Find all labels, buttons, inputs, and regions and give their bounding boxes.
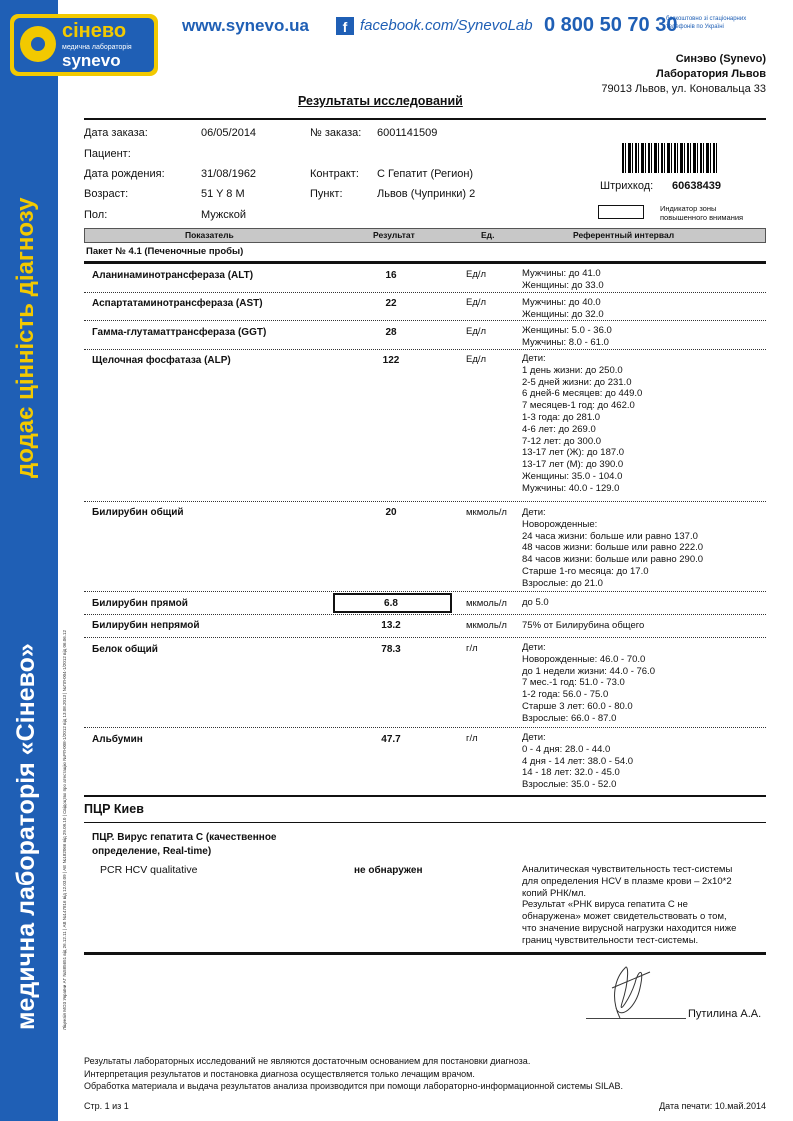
col-indicator: Показатель — [185, 230, 234, 240]
pcr-result: не обнаружен — [354, 865, 423, 876]
pcr-reference: Аналитическая чувствительность тест-системы для определения HCV в плазме крови – 2x10*2 копий РНК/мл. Результат «РНК вируса гепатита С не обнаружена» может свидетельствовать о том, что значение вирусной нагрузки находится ниже границ чувствительности тест-системы. — [522, 864, 737, 946]
results-end-divider — [84, 952, 766, 955]
print-date: Дата печати: 10.май.2014 — [659, 1101, 766, 1111]
barcode-number: 60638439 — [672, 180, 721, 192]
logo-name-ua: сінево — [62, 20, 127, 42]
point-label: Пункт: — [310, 188, 343, 200]
birth-date: 31/08/1962 — [201, 168, 257, 180]
row-result: 16 — [385, 270, 397, 281]
row-reference: до 5.0 — [522, 597, 549, 608]
age-label: Возраст: — [84, 188, 129, 200]
footer-notes: Результаты лабораторных исследований не являются достаточным основанием для постановки диагноза. Интерпретация результатов и постановка диагноза осуществляется только лечащим врачом. Обработка материала и выдача результатов анализа производится при помощи лабораторно-информационной системы SILAB. — [84, 1056, 623, 1091]
row-result: 28 — [385, 327, 397, 338]
row-name: Билирубин непрямой — [92, 620, 200, 631]
order-date-label: Дата заказа: — [84, 127, 148, 139]
website-link[interactable]: www.synevo.ua — [182, 16, 309, 35]
package-title: Пакет № 4.1 (Печеночные пробы) — [86, 246, 244, 257]
facebook-link[interactable]: facebook.com/SynevoLab — [360, 17, 533, 34]
row-reference: Мужчины: до 41.0 Женщины: до 33.0 — [522, 268, 604, 291]
pcr-divider — [84, 822, 766, 823]
row-name: Билирубин прямой — [92, 598, 188, 609]
row-reference: Женщины: 5.0 - 36.0 Мужчины: 8.0 - 61.0 — [522, 325, 612, 348]
row-separator — [84, 320, 766, 321]
phone-number: 0 800 50 70 30 — [544, 14, 678, 36]
row-name: Гамма-глутаматтрансфераза (GGT) — [92, 327, 267, 338]
row-reference: Дети: 0 - 4 дня: 28.0 - 44.0 4 дня - 14 лет: 38.0 - 54.0 14 - 18 лет: 32.0 - 45.0 Взрослые: 35.0 - 52.0 — [522, 732, 634, 791]
lab-name: Синэво (Synevo) — [675, 53, 766, 65]
lab-address: 79013 Львов, ул. Коновальца 33 — [601, 83, 766, 95]
row-unit: мкмоль/л — [466, 598, 507, 609]
title-divider — [84, 118, 766, 120]
row-separator — [84, 727, 766, 728]
side-slogan: додає цінність діагнозу — [12, 197, 39, 478]
flower-icon — [20, 26, 56, 62]
facebook-icon: f — [336, 17, 354, 35]
point-value: Львов (Чупринки) 2 — [377, 188, 476, 200]
col-unit: Ед. — [481, 230, 495, 240]
row-separator — [84, 637, 766, 638]
row-unit: Ед/л — [466, 269, 487, 280]
col-reference: Референтный интервал — [573, 230, 675, 240]
sex-value: Мужской — [201, 209, 246, 221]
row-separator — [84, 501, 766, 502]
row-result: 47.7 — [381, 734, 401, 745]
logo-name-en: synevo — [62, 51, 121, 70]
logo-subtitle: медична лабораторія — [62, 44, 132, 51]
age-value: 51 Y 8 M — [201, 188, 245, 200]
order-no-label: № заказа: — [310, 127, 362, 139]
row-result: 78.3 — [381, 644, 401, 655]
row-result: 13.2 — [381, 620, 401, 631]
attention-indicator-label: Индикатор зоны повышенного внимания — [660, 204, 744, 222]
barcode-label: Штрихкод: — [600, 180, 654, 192]
row-separator — [84, 349, 766, 350]
package-divider — [84, 261, 766, 264]
patient-label: Пациент: — [84, 148, 131, 160]
lab-city: Лаборатория Львов — [656, 68, 766, 80]
row-name: Аланинаминотрансфераза (ALT) — [92, 270, 254, 281]
page-number: Стр. 1 из 1 — [84, 1101, 129, 1111]
section-divider — [84, 795, 766, 797]
row-unit: Ед/л — [466, 297, 487, 308]
row-unit: г/л — [466, 643, 478, 654]
row-result: 122 — [382, 355, 400, 366]
order-date: 06/05/2014 — [201, 127, 257, 139]
contract-value: С Гепатит (Регион) — [377, 168, 474, 180]
pcr-test-name: PCR HCV qualitative — [100, 864, 198, 876]
row-unit: мкмоль/л — [466, 620, 507, 631]
signature-line — [586, 1018, 686, 1019]
row-unit: г/л — [466, 733, 478, 744]
sex-label: Пол: — [84, 209, 108, 221]
row-name: Щелочная фосфатаза (ALP) — [92, 355, 231, 366]
side-fineprint: Ліцензія МОЗ України АГ №585651 від 26.12.11 | АВ №147816 від 12.03.09 | АЕ №182066 від 29.09.10 | Свідоцтво про атестацію №РЛ-008-1/2012 від 13.08.2013 | №ПЛ-004-1/2012 від 06.06.12 — [62, 630, 67, 1030]
order-no: 6001141509 — [377, 127, 438, 139]
row-separator — [84, 591, 766, 592]
page-title: Результаты исследований — [298, 94, 463, 108]
pcr-section-title: ПЦР Киев — [84, 802, 144, 816]
synevo-logo — [10, 14, 158, 76]
side-name: медична лабораторія «Сінево» — [12, 643, 40, 1030]
row-separator — [84, 614, 766, 615]
row-unit: Ед/л — [466, 326, 487, 337]
pcr-test-title: ПЦР. Вирус гепатита С (качественное определение, Real-time) — [92, 832, 277, 857]
col-result: Результат — [373, 230, 415, 240]
row-name: Билирубин общий — [92, 507, 184, 518]
row-reference: Дети: Новорожденные: 46.0 - 70.0 до 1 недели жизни: 44.0 - 76.0 7 мес.-1 год: 51.0 - 73.0 1-2 года: 56.0 - 75.0 Старше 3 лет: 60.0 - 80.0 Взрослые: 66.0 - 87.0 — [522, 642, 655, 724]
signature-name: Путилина А.А. — [688, 1008, 762, 1020]
barcode-image — [622, 143, 718, 173]
row-unit: Ед/л — [466, 354, 487, 365]
attention-indicator-box — [598, 205, 644, 219]
row-reference: Дети: Новорожденные: 24 часа жизни: больше или равно 137.0 48 часов жизни: больше или равно 222.0 84 часов жизни: больше или равно 290.0 Старше 1-го месяца: до 17.0 Взрослые: до 21.0 — [522, 507, 704, 589]
row-name: Аспартатаминотрансфераза (AST) — [92, 298, 263, 309]
row-name: Белок общий — [92, 644, 158, 655]
row-result: 22 — [385, 298, 397, 309]
row-reference: 75% от Билирубина общего — [522, 620, 645, 631]
row-reference: Мужчины: до 40.0 Женщины: до 32.0 — [522, 297, 604, 320]
row-unit: мкмоль/л — [466, 507, 507, 518]
row-separator — [84, 292, 766, 293]
row-name: Альбумин — [92, 734, 143, 745]
table-header — [84, 228, 766, 243]
row-result: 6.8 — [384, 598, 398, 609]
phone-note: безкоштовно зі стаціонарних телефонів по Україні — [666, 16, 747, 30]
birth-label: Дата рождения: — [84, 168, 165, 180]
row-reference: Дети: 1 день жизни: до 250.0 2-5 дней жизни: до 231.0 6 дней-6 месяцев: до 449.0 7 месяцев-1 год: до 462.0 1-3 года: до 281.0 4-6 лет: до 269.0 7-12 лет: до 300.0 13-17 лет (Ж): до 187.0 13-17 лет (М): до 390.0 Женщины: 35.0 - 104.0 Мужчины: 40.0 - 129.0 — [522, 353, 643, 494]
contract-label: Контракт: — [310, 168, 359, 180]
row-result: 20 — [385, 507, 397, 518]
